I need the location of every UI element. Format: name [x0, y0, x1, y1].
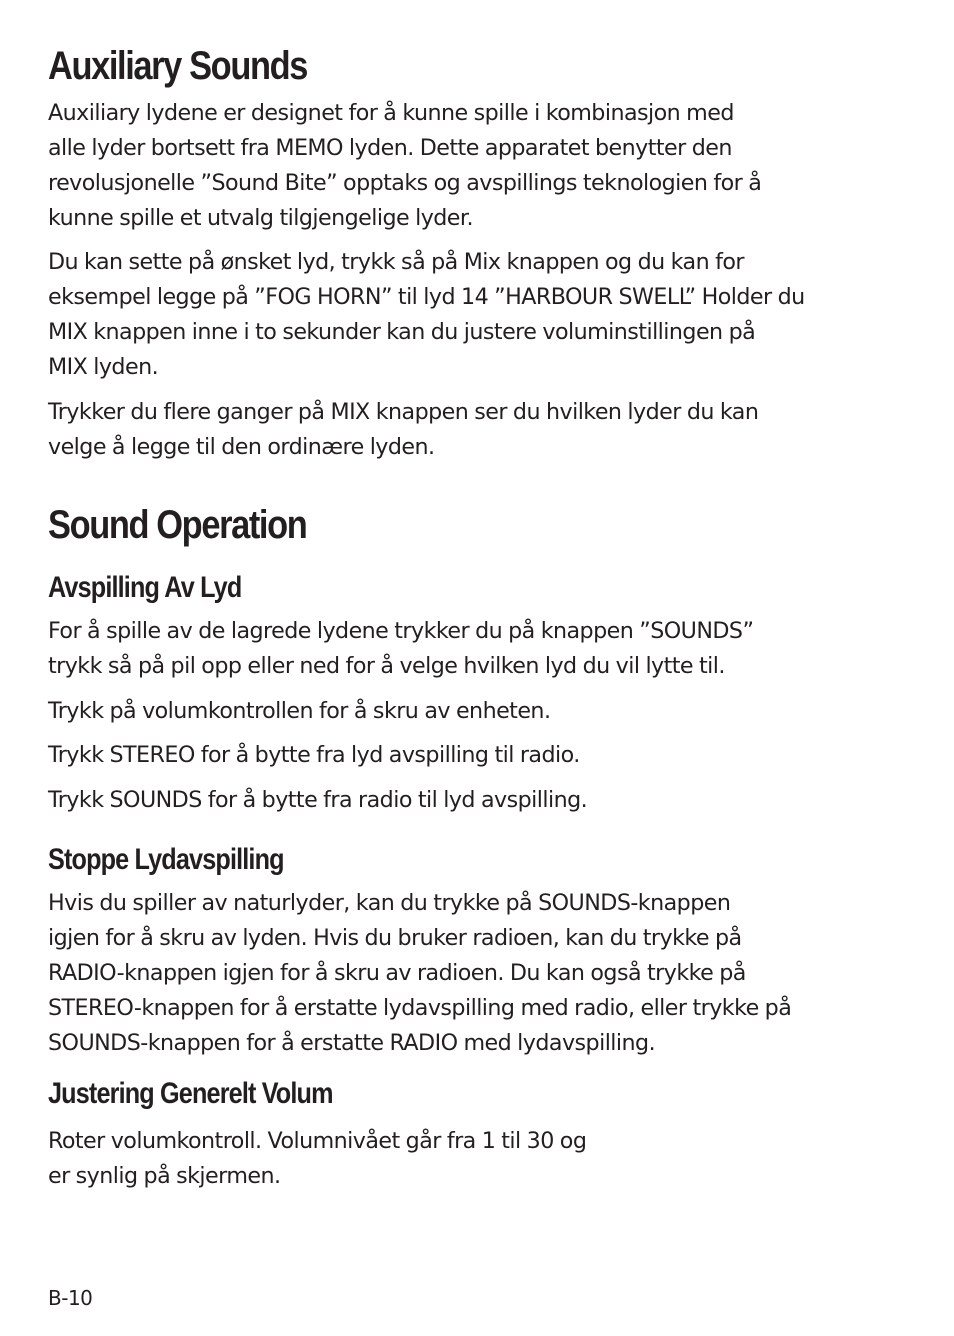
volume-paragraph: Roter volumkontroll. Volumnivået går fra 1 til 30 og er synlig på skjermen. — [48, 1128, 587, 1189]
stop-playback-subheading: Stoppe Lydavspilling — [48, 843, 284, 876]
playback-paragraph-3: Trykk STEREO for å bytte fra lyd avspilling til radio. — [48, 742, 580, 768]
page-number: B-10 — [48, 1286, 93, 1310]
auxiliary-paragraph-2: Du kan sette på ønsket lyd, trykk så på Mix knappen og du kan for eksempel legge på ”FOG HORN” til lyd 14 ”HARBOUR SWELL” Holder du MIX knappen inne i to sekunder kan du justere voluminstillingen på MIX lyden. — [48, 249, 805, 380]
playback-subheading: Avspilling Av Lyd — [48, 571, 242, 604]
playback-paragraph-2: Trykk på volumkontrollen for å skru av enheten. — [48, 698, 551, 724]
stop-playback-paragraph: Hvis du spiller av naturlyder, kan du trykke på SOUNDS-knappen igjen for å skru av lyden. Hvis du bruker radioen, kan du trykke på RADIO-knappen igjen for å skru av radioen. Du kan også trykke på STEREO-knappen for å erstatte lydavspilling med radio, eller trykke på SOUNDS-knappen for å erstatte RADIO med lydavspilling. — [48, 890, 792, 1056]
sound-operation-heading: Sound Operation — [48, 503, 307, 547]
volume-subheading: Justering Generelt Volum — [48, 1077, 333, 1110]
auxiliary-paragraph-1: Auxiliary lydene er designet for å kunne spille i kombinasjon med alle lyder bortsett fra MEMO lyden. Dette apparatet benytter den revolusjonelle ”Sound Bite” opptaks og avspillings teknologien for å kunne spille et utvalg tilgjengelige lyder. — [48, 100, 762, 231]
playback-paragraph-1: For å spille av de lagrede lydene trykker du på knappen ”SOUNDS” trykk så på pil opp eller ned for å velge hvilken lyd du vil lytte til. — [48, 618, 754, 679]
auxiliary-paragraph-3: Trykker du flere ganger på MIX knappen ser du hvilken lyder du kan velge å legge til den ordinære lyden. — [48, 399, 759, 460]
auxiliary-sounds-heading: Auxiliary Sounds — [48, 44, 307, 88]
playback-paragraph-4: Trykk SOUNDS for å bytte fra radio til lyd avspilling. — [48, 787, 588, 813]
